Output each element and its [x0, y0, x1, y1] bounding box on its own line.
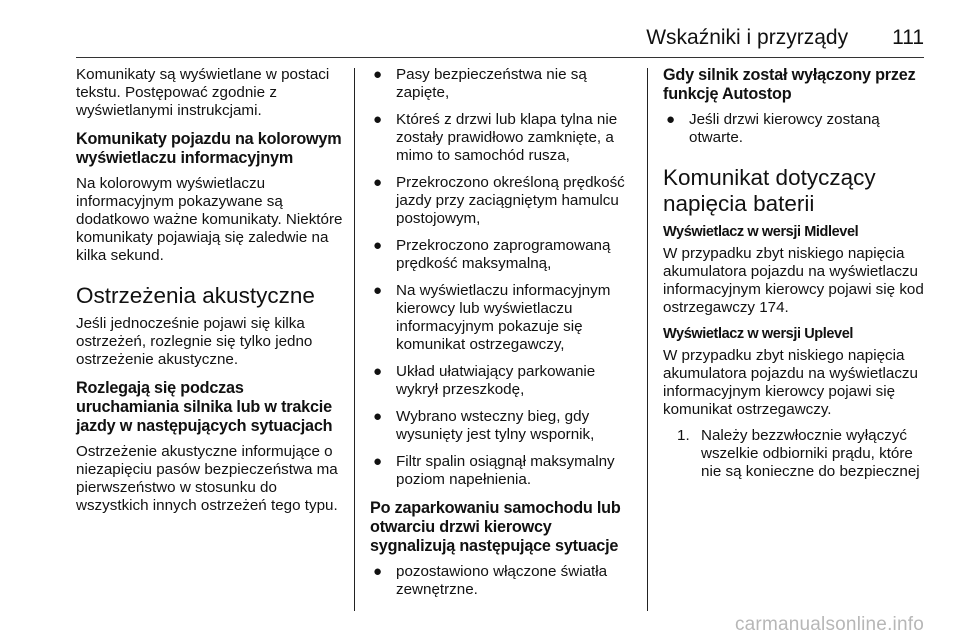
bullet-icon: ●: [373, 563, 383, 580]
page-number: 111: [892, 26, 924, 49]
list-item: ● Układ ułatwiający parkowanie wykrył przeszkodę,: [373, 363, 596, 398]
bullet-icon: ●: [373, 408, 383, 425]
heading-midlevel: Wyświetlacz w wersji Midlevel: [663, 224, 859, 240]
bullet-icon: ●: [373, 453, 383, 470]
intro-paragraph: Komunikaty są wyświetlane w postaci tekstu. Postępować zgodnie z wyświetlanymi instrukcjami.: [76, 66, 330, 119]
paragraph-acoustic-warnings: Jeśli jednocześnie pojawi się kilka ostrzeżeń, rozlegnie się tylko jedno ostrzeżenie akustyczne.: [76, 315, 313, 368]
column-left: [76, 66, 344, 523]
watermark: carmanualsonline.info: [734, 614, 924, 635]
heading-after-parking: Po zaparkowaniu samochodu lub otwarciu drzwi kierowcy sygnalizują następujące sytuacje: [370, 499, 621, 555]
numbered-step: [677, 427, 931, 481]
column-right: [663, 66, 931, 481]
paragraph-seatbelt-priority: Ostrzeżenie akustyczne informujące o niezapięciu pasów bezpieczeństwa ma pierwszeństwo w stosunku do wszystkich innych ostrzeżeń tego typu.: [76, 443, 338, 514]
list-item: ● Jeśli drzwi kierowcy zostaną otwarte.: [666, 111, 880, 146]
bullet-icon: ●: [373, 363, 383, 380]
list-item: ● Na wyświetlaczu informacyjnym kierowcy lub wyświetlaczu informacyjnym pokazuje się komunikat ostrzegawczy,: [373, 282, 611, 353]
list-item: ● Wybrano wsteczny bieg, gdy wysunięty jest tylny wspornik,: [373, 408, 595, 443]
list-item: ● Przekroczono określoną prędkość jazdy przy zaciągniętym hamulcu postojowym,: [373, 174, 625, 227]
column-divider: [647, 68, 648, 611]
heading-acoustic-warnings: Ostrzeżenia akustyczne: [76, 283, 315, 308]
heading-color-display: Komunikaty pojazdu na kolorowym wyświetlaczu informacyjnym: [76, 130, 342, 167]
step-number: 1.: [677, 427, 690, 444]
heading-battery-voltage: Komunikat dotyczący napięcia baterii: [663, 165, 876, 216]
list-item: ● Któreś z drzwi lub klapa tylna nie zostały prawidłowo zamknięte, a mimo to samochód rusza,: [373, 111, 618, 164]
bullet-icon: ●: [373, 111, 383, 128]
list-item: ● Pasy bezpieczeństwa nie są zapięte,: [373, 66, 587, 101]
column-divider: [354, 68, 355, 611]
bullet-icon: ●: [373, 237, 383, 254]
bullet-icon: ●: [373, 66, 383, 83]
heading-engine-start: Rozlegają się podczas uruchamiania silnika lub w trakcie jazdy w następujących sytuacjach: [76, 379, 333, 435]
list-item: ● Przekroczono zaprogramowaną prędkość maksymalną,: [373, 237, 611, 272]
bullet-icon: ●: [373, 282, 383, 299]
autostop-list: [663, 111, 931, 147]
bullet-icon: ●: [666, 111, 676, 128]
step-text: Należy bezzwłocznie wyłączyć wszelkie odbiorniki prądu, które nie są konieczne do bezpiecznej: [701, 427, 920, 480]
paragraph-color-display: Na kolorowym wyświetlaczu informacyjnym pokazywane są dodatkowo ważne komunikaty. Niektóre komunikaty pojawiają się zaledwie na kilka sekund.: [76, 175, 343, 264]
list-item: ● pozostawiono włączone światła zewnętrzne.: [373, 563, 608, 598]
column-middle: [370, 66, 638, 608]
heading-uplevel: Wyświetlacz w wersji Uplevel: [663, 326, 854, 342]
paragraph-midlevel: W przypadku zbyt niskiego napięcia akumulatora pojazdu na wyświetlaczu informacyjnym kierowcy pojawi się kod ostrzegawczy 174.: [663, 245, 924, 316]
section-title: Wskaźniki i przyrządy: [646, 26, 849, 49]
parked-list: [370, 563, 638, 599]
list-item: ● Filtr spalin osiągnął maksymalny poziom napełnienia.: [373, 453, 615, 488]
heading-autostop: Gdy silnik został wyłączony przez funkcję Autostop: [663, 66, 916, 103]
bullet-icon: ●: [373, 174, 383, 191]
page-header: [76, 26, 924, 58]
paragraph-uplevel: W przypadku zbyt niskiego napięcia akumulatora pojazdu na wyświetlaczu informacyjnym kierowcy pojawi się komunikat ostrzegawczy.: [663, 347, 918, 418]
warning-list: [370, 66, 638, 489]
